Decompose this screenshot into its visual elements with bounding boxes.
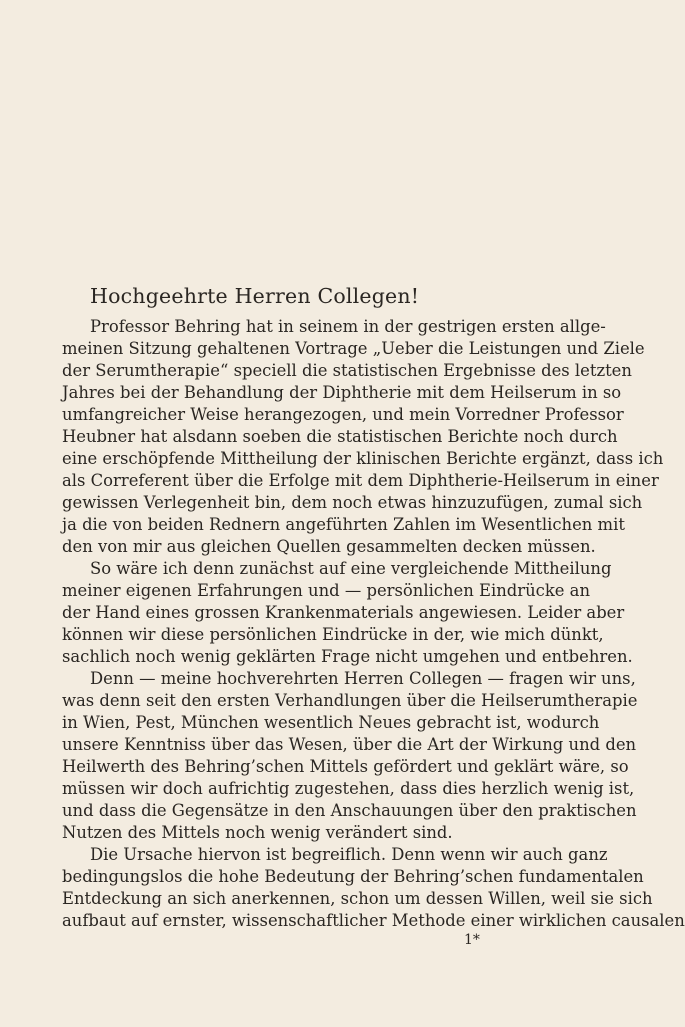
text-line: meiner eigenen Erfahrungen und — persönlichen Eindrücke an <box>62 581 591 600</box>
text-line: Professor Behring hat in seinem in der gestrigen ersten allge- <box>90 317 606 336</box>
text-line: und dass die Gegensätze in den Anschauungen über den praktischen <box>62 801 637 820</box>
text-line: können wir diese persönlichen Eindrücke in der, wie mich dünkt, <box>62 625 604 644</box>
text-line: umfangreicher Weise herangezogen, und mein Vorredner Professor <box>62 405 624 424</box>
text-line: Heubner hat alsdann soeben die statistischen Berichte noch durch <box>62 427 618 446</box>
text-line: meinen Sitzung gehaltenen Vortrage „Ueber die Leistungen und Ziele <box>62 339 645 358</box>
text-line: Die Ursache hiervon ist begreiflich. Denn wenn wir auch ganz <box>90 845 608 864</box>
page-heading: Hochgeehrte Herren Collegen! <box>90 284 420 308</box>
text-line: Heilwerth des Behring’schen Mittels gefördert und geklärt wäre, so <box>62 757 629 776</box>
text-line: So wäre ich denn zunächst auf eine vergleichende Mittheilung <box>90 559 612 578</box>
text-line: sachlich noch wenig geklärten Frage nicht umgehen und entbehren. <box>62 647 633 666</box>
text-line: Entdeckung an sich anerkennen, schon um dessen Willen, weil sie sich <box>62 889 653 908</box>
text-line: der Hand eines grossen Krankenmaterials angewiesen. Leider aber <box>62 603 625 622</box>
text-line: aufbaut auf ernster, wissenschaftlicher Methode einer wirklichen causalen <box>62 911 685 930</box>
text-line: Jahres bei der Behandlung der Diphtherie mit dem Heilserum in so <box>62 383 622 402</box>
text-line: gewissen Verlegenheit bin, dem noch etwas hinzuzufügen, zumal sich <box>62 493 643 512</box>
text-line: als Correferent über die Erfolge mit dem Diphtherie-Heilserum in einer <box>62 471 659 490</box>
text-line: Denn — meine hochverehrten Herren Collegen — fragen wir uns, <box>90 669 636 688</box>
text-line: bedingungslos die hohe Bedeutung der Behring’schen fundamentalen <box>62 867 644 886</box>
text-line: in Wien, Pest, München wesentlich Neues gebracht ist, wodurch <box>62 713 600 732</box>
text-line: was denn seit den ersten Verhandlungen über die Heilserumtherapie <box>62 691 638 710</box>
text-line: ja die von beiden Rednern angeführten Zahlen im Wesentlichen mit <box>62 515 625 534</box>
text-line: eine erschöpfende Mittheilung der klinischen Berichte ergänzt, dass ich <box>62 449 664 468</box>
text-line: den von mir aus gleichen Quellen gesammelten decken müssen. <box>62 537 596 556</box>
text-line: der Serumtherapie“ speciell die statistischen Ergebnisse des letzten <box>62 361 632 380</box>
text-line: unsere Kenntniss über das Wesen, über die Art der Wirkung und den <box>62 735 637 754</box>
text-line: müssen wir doch aufrichtig zugestehen, dass dies herzlich wenig ist, <box>62 779 635 798</box>
text-line: Nutzen des Mittels noch wenig verändert sind. <box>62 823 453 842</box>
page-number: 1* <box>464 932 480 948</box>
